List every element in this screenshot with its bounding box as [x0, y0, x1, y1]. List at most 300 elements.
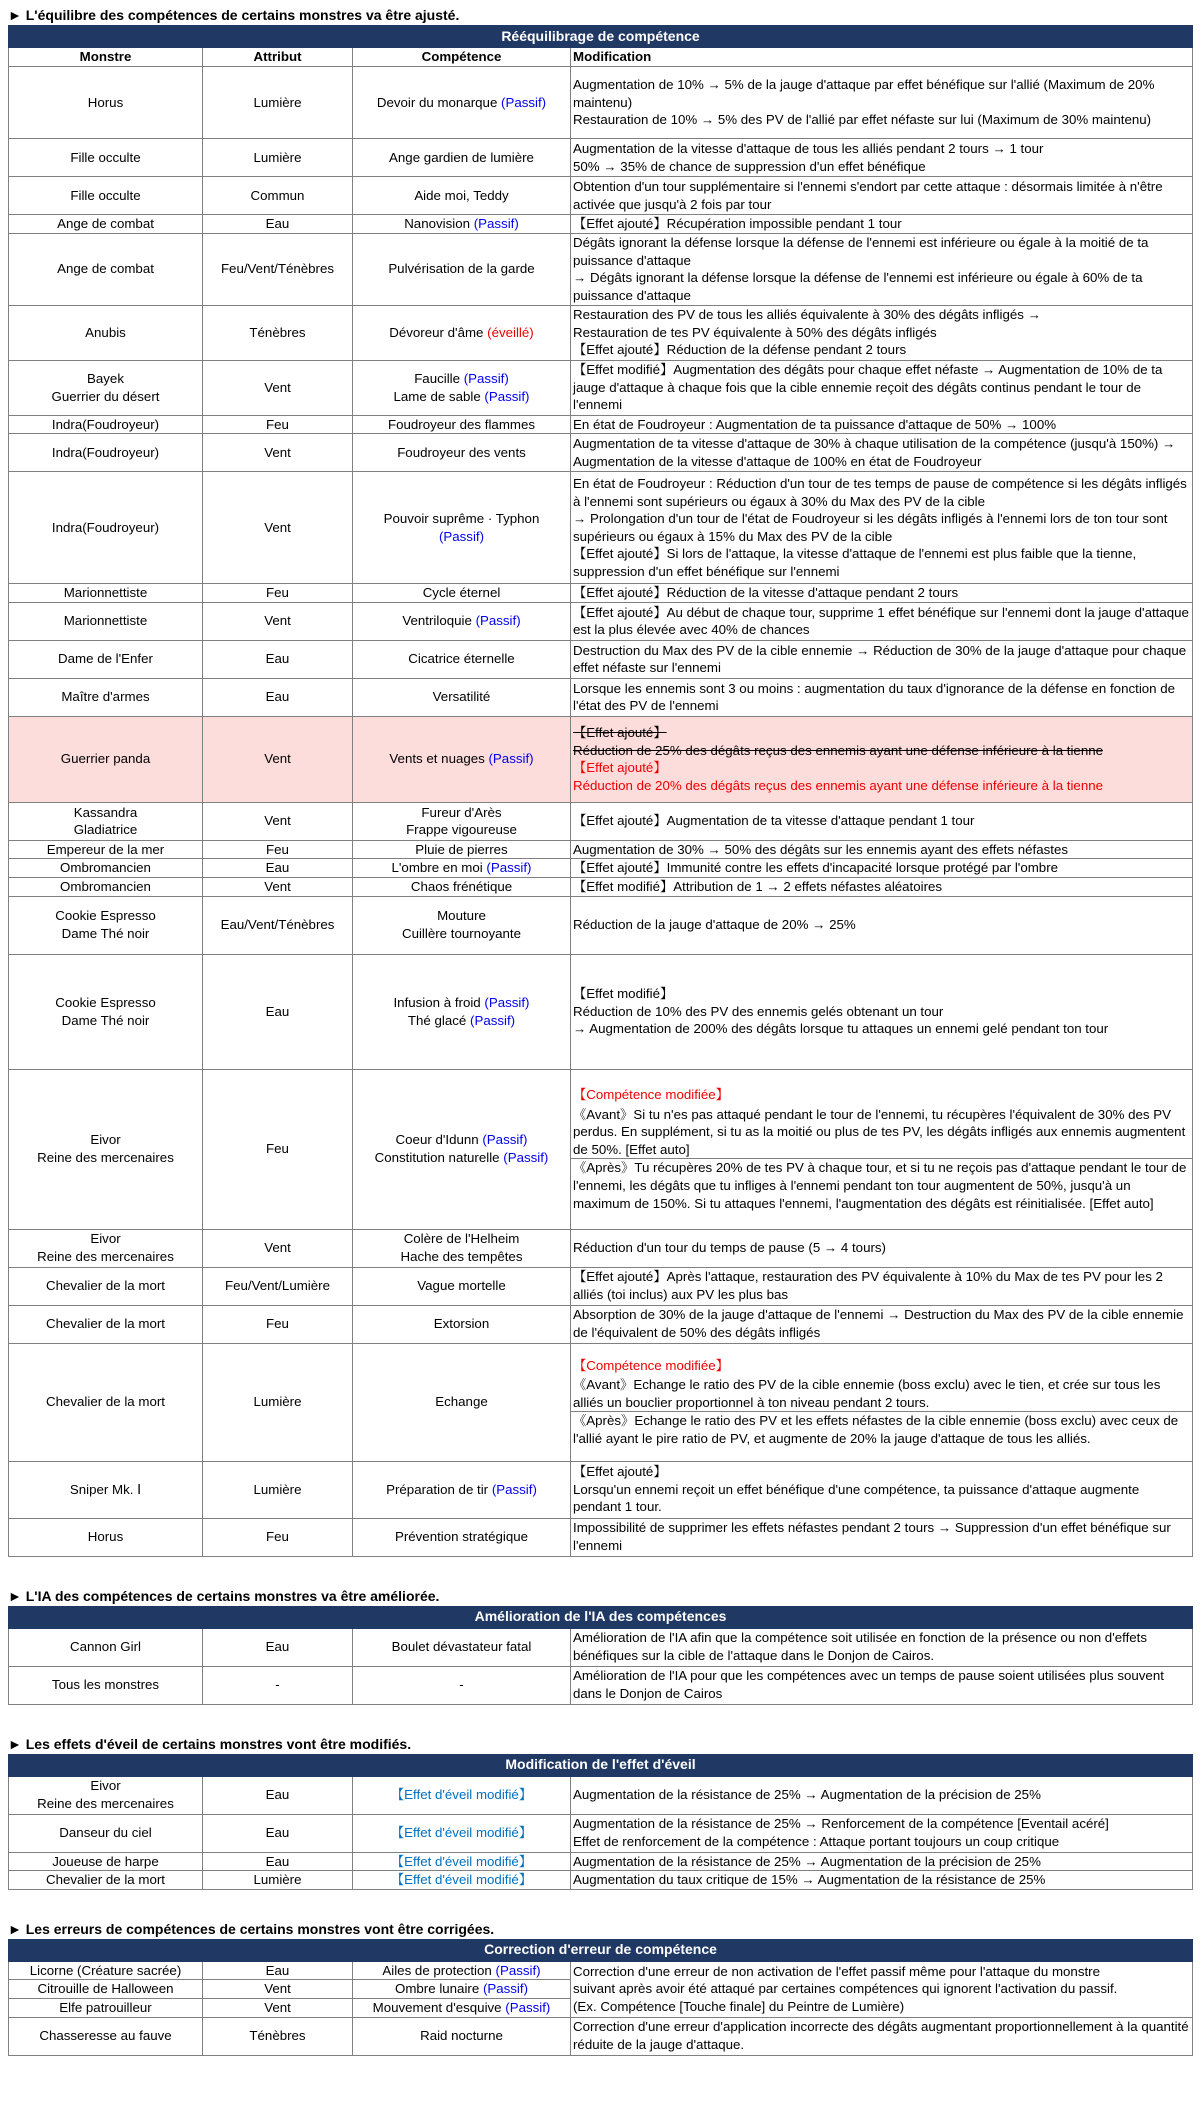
modification-cell — [571, 215, 1193, 234]
mod-line: Augmentation de la vitesse d'attaque de tous les alliés pendant 2 tours → 1 tour — [573, 140, 1044, 156]
after-tag: 《Après》 — [573, 1160, 635, 1176]
attribute-cell: Vent — [203, 1980, 353, 1999]
mod-text: Immunité contre les effets d'incapacité lorsque protégé par l'ombre — [666, 860, 1059, 876]
passive-tag: (Passif) — [484, 388, 530, 404]
table-row — [9, 233, 1193, 305]
monster-cell: Chasseresse au fauve — [9, 2017, 203, 2055]
attribute-cell: Vent — [203, 1998, 353, 2017]
attribute-cell: Eau — [203, 678, 353, 716]
new-effect-tag: 【Effet ajouté】 — [573, 760, 667, 776]
skill-cell: Foudroyeur des flammes — [353, 415, 571, 434]
mod-line: Augmentation de la résistance de 25% → Renforcement de la compétence [Eventail acéré] — [573, 1816, 1109, 1832]
monster-name: Dame Thé noir — [61, 926, 150, 942]
modification-cell — [571, 1814, 1193, 1852]
after-tag: 《Après》 — [573, 1413, 635, 1429]
modification-cell: Augmentation de 30% → 50% des dégâts sur les ennemis ayant des effets néfastes — [571, 840, 1193, 859]
effect-added-tag: 【Effet ajouté】 — [573, 585, 667, 601]
monster-cell: Indra(Foudroyeur) — [9, 472, 203, 584]
attribute-cell: Eau — [203, 859, 353, 878]
attribute-cell: Ténèbres — [203, 305, 353, 360]
new-effect-text: Réduction de 20% des dégâts reçus des ennemis ayant une défense inférieure à la tienne — [573, 777, 1104, 793]
skill-name: Dévoreur d'âme — [389, 324, 484, 340]
modification-cell — [571, 877, 1193, 896]
table-row — [9, 1343, 1193, 1461]
col-modification: Modification — [571, 48, 1193, 67]
monster-cell: Indra(Foudroyeur) — [9, 434, 203, 472]
modification-cell — [571, 584, 1193, 603]
modification-cell — [571, 859, 1193, 878]
table-row — [9, 67, 1193, 139]
modification-cell — [571, 954, 1193, 1069]
monster-cell: Citrouille de Halloween — [9, 1980, 203, 1999]
skill-name-text: Infusion à froid — [393, 994, 481, 1010]
modification-cell: Réduction d'un tour du temps de pause (5 → 4 tours) — [571, 1229, 1193, 1267]
attribute-cell: Vent — [203, 716, 353, 802]
mod-line: 50% → 35% de chance de suppression d'un effet bénéfique — [573, 158, 926, 174]
monster-cell: Ange de combat — [9, 215, 203, 234]
col-monster: Monstre — [9, 48, 203, 67]
mod-text: Augmentation de ta vitesse d'attaque pendant 1 tour — [666, 813, 975, 829]
table-row — [9, 954, 1193, 1069]
attribute-cell: Eau — [203, 954, 353, 1069]
monster-cell — [9, 1069, 203, 1229]
monster-cell — [9, 954, 203, 1069]
monster-cell — [9, 802, 203, 840]
mod-line — [573, 341, 1190, 359]
passive-tag: (Passif) — [463, 371, 509, 386]
skill-cell — [353, 305, 571, 360]
mod-line: Réduction de 10% des PV des ennemis gelés obtenant un tour — [573, 1003, 944, 1019]
monster-cell: Maître d'armes — [9, 678, 203, 716]
passive-tag: (Passif) — [486, 860, 532, 876]
mod-text: Réduction de la défense pendant 2 tours — [666, 342, 907, 358]
attribute-cell: Eau — [203, 215, 353, 234]
skill-modified-tag: 【Compétence modifiée】 — [573, 1357, 729, 1373]
skill-cell: Ange gardien de lumière — [353, 139, 571, 177]
modification-cell: Augmentation de la résistance de 25% → Augmentation de la précision de 25% — [571, 1776, 1193, 1814]
monster-cell: Chevalier de la mort — [9, 1305, 203, 1343]
monster-name: Cookie Espresso — [55, 908, 156, 924]
modification-cell — [571, 716, 1193, 802]
modification-cell: Lorsque les ennemis sont 3 ou moins : augmentation du taux d'ignorance de la défense en fonction de l'état des PV de l'ennemi — [571, 678, 1193, 716]
after-content: Echange le ratio des PV et les effets néfastes de la cible ennemie (boss exclu) avec ceux de l'allié ayant le pire ratio de PV, et augmente de 20% la jauge d'attaque de tous les alliés. — [573, 1413, 1179, 1446]
modification-cell: Correction d'une erreur d'application incorrecte des dégâts augmentant proportionnellement à la quantité réduite de la jauge d'attaque. — [571, 2017, 1193, 2055]
skill-cell — [353, 215, 571, 234]
monster-cell: Dame de l'Enfer — [9, 640, 203, 678]
table-row — [9, 1069, 1193, 1229]
skill-name: Mouture — [437, 908, 486, 924]
after-text — [571, 1158, 1192, 1212]
skill-cell: Pulvérisation de la garde — [353, 233, 571, 305]
awaken-table-title: Modification de l'effet d'éveil — [9, 1754, 1193, 1776]
monster-cell: Chevalier de la mort — [9, 1343, 203, 1461]
attribute-cell: Eau — [203, 1776, 353, 1814]
skill-cell — [353, 1961, 571, 1980]
monster-name: Kassandra — [73, 804, 138, 820]
fix-table — [8, 1939, 1193, 2056]
skill-cell: Foudroyeur des vents — [353, 434, 571, 472]
awaken-effect-tag: 【Effet d'éveil modifié】 — [353, 1852, 571, 1871]
monster-cell: Ombromancien — [9, 877, 203, 896]
mod-line: (Ex. Compétence [Touche finale] du Peintre de Lumière) — [573, 1998, 905, 2014]
skill-cell: Pluie de pierres — [353, 840, 571, 859]
attribute-cell: Eau — [203, 640, 353, 678]
effect-added-tag: 【Effet ajouté】 — [573, 860, 667, 876]
before-text — [573, 1376, 1190, 1411]
table-row — [9, 472, 1193, 584]
attribute-cell: Lumière — [203, 1871, 353, 1890]
mod-line: Restauration des PV de tous les alliés équivalente à 30% des dégâts infligés → — [573, 307, 1041, 323]
modification-cell — [571, 1069, 1193, 1229]
skill-cell — [353, 1461, 571, 1518]
table-row — [9, 215, 1193, 234]
monster-name: Gladiatrice — [73, 822, 138, 838]
attribute-cell: Vent — [203, 434, 353, 472]
table-row — [9, 896, 1193, 954]
effect-added-tag: 【Effet ajouté】 — [573, 604, 667, 620]
modification-cell: Augmentation de ta vitesse d'attaque de 30% à chaque utilisation de la compétence (jusqu'à 150%) → Augmentation de la vitesse d'attaque de 100% en état de Foudroyeur — [571, 434, 1193, 472]
attribute-cell: Vent — [203, 802, 353, 840]
table-row — [9, 2017, 1193, 2055]
attribute-cell: Vent — [203, 877, 353, 896]
table-row — [9, 859, 1193, 878]
monster-cell: Horus — [9, 1518, 203, 1556]
mod-text: Récupération impossible pendant 1 tour — [666, 216, 902, 231]
ai-table-title: Amélioration de l'IA des compétences — [9, 1606, 1193, 1628]
effect-modified-tag: 【Effet modifié】 — [573, 986, 674, 1002]
rebalance-table — [8, 25, 1193, 1557]
mod-line: Correction d'une erreur de non activation de l'effet passif même pour l'attaque du monstre — [573, 1963, 1100, 1979]
effect-added-tag: 【Effet ajouté】 — [573, 1464, 667, 1480]
monster-cell — [9, 896, 203, 954]
table-row — [9, 602, 1193, 640]
skill-cell — [353, 802, 571, 840]
monster-cell: Ange de combat — [9, 233, 203, 305]
after-text — [571, 1411, 1192, 1447]
mod-line: → Augmentation de 200% des dégâts lorsque tu attaques un ennemi gelé pendant ton tour — [573, 1021, 1109, 1037]
skill-name-text: Constitution naturelle — [374, 1150, 500, 1166]
effect-modified-tag: 【Effet modifié】 — [573, 362, 674, 378]
mod-line: Augmentation de 10% → 5% de la jauge d'attaque par effet bénéfique sur l'allié (Maximum de 20% maintenu) — [573, 77, 1155, 110]
table-row — [9, 305, 1193, 360]
monster-cell: Indra(Foudroyeur) — [9, 415, 203, 434]
passive-tag: (Passif) — [491, 1481, 537, 1497]
skill-name: Ailes de protection — [382, 1962, 492, 1978]
attribute-cell: Lumière — [203, 1461, 353, 1518]
modification-cell: Amélioration de l'IA afin que la compétence soit utilisée en fonction de la présence ou non d'effets bénéfiques sur la cible de l'attaque dans le Donjon de Cairos. — [571, 1628, 1193, 1666]
awaken-effect-tag: 【Effet d'éveil modifié】 — [353, 1871, 571, 1890]
monster-name: Eivor — [90, 1778, 121, 1794]
skill-name: Ventriloquie — [402, 613, 472, 629]
skill-name-text: Coeur d'Idunn — [395, 1132, 479, 1148]
table-row — [9, 139, 1193, 177]
monster-name: Eivor — [90, 1132, 121, 1148]
attribute-cell: Vent — [203, 360, 353, 415]
attribute-cell: Eau — [203, 1628, 353, 1666]
old-effect-text: Réduction de 25% des dégâts reçus des ennemis ayant une défense inférieure à la tienne — [573, 742, 1104, 758]
attribute-cell: Eau — [203, 1814, 353, 1852]
mod-text: Après l'attaque, restauration des PV équivalente à 10% du Max de tes PV pour les 2 alliés (toi inclus) aux PV les plus bas — [573, 1269, 1163, 1303]
modification-cell — [571, 472, 1193, 584]
attribute-cell: Lumière — [203, 139, 353, 177]
mod-text: Réduction de la vitesse d'attaque pendant 2 tours — [666, 585, 959, 601]
mod-line: Effet de renforcement de la compétence : Attaque portant toujours un coup critique — [573, 1834, 1060, 1850]
monster-name: Guerrier du désert — [51, 388, 160, 404]
attribute-cell: Feu/Vent/Ténèbres — [203, 233, 353, 305]
monster-cell: Marionnettiste — [9, 602, 203, 640]
monster-name: Reine des mercenaires — [37, 1150, 174, 1166]
skill-cell — [353, 360, 571, 415]
table-row — [9, 1518, 1193, 1556]
skill-cell — [353, 1069, 571, 1229]
monster-cell: Licorne (Créature sacrée) — [9, 1961, 203, 1980]
skill-name — [355, 1131, 568, 1149]
rebalance-table-title: Rééquilibrage de compétence — [9, 26, 1193, 48]
mod-line: → Prolongation d'un tour de l'état de Foudroyeur si les dégâts infligés à l'ennemi lors de ton tour sont supérieurs ou égaux à 15% du Max des PV de la cible — [573, 511, 1168, 544]
skill-cell — [353, 1998, 571, 2017]
skill-modified-tag: 【Compétence modifiée】 — [573, 1086, 729, 1102]
mod-text: Augmentation des dégâts pour chaque effet néfaste → Augmentation de 10% de ta jauge d'attaque à chaque fois que la cible ennemie reçoit des dégâts continus pendant le tour de l'ennemi — [573, 362, 1163, 413]
modification-cell — [571, 360, 1193, 415]
effect-added-tag: 【Effet ajouté】 — [573, 216, 667, 231]
awaken-table — [8, 1754, 1193, 1890]
passive-tag: (Passif) — [488, 751, 534, 767]
skill-name: L'ombre en moi — [391, 860, 483, 876]
skill-cell — [353, 1229, 571, 1267]
mod-text: Au début de chaque tour, supprime 1 effet bénéfique sur l'ennemi dont la jauge d'attaque est la plus élevée avec 40% de chances — [573, 604, 1189, 638]
before-tag: 《Avant》 — [573, 1377, 634, 1393]
attribute-cell: Commun — [203, 177, 353, 215]
skill-name: Frappe vigoureuse — [406, 822, 517, 838]
skill-cell: Boulet dévastateur fatal — [353, 1628, 571, 1666]
monster-cell: Ombromancien — [9, 859, 203, 878]
skill-name: Préparation de tir — [386, 1481, 489, 1497]
skill-cell — [353, 859, 571, 878]
modification-cell — [571, 1961, 1193, 2017]
attribute-cell: Feu — [203, 840, 353, 859]
mod-line: Restauration de 10% → 5% des PV de l'allié par effet néfaste sur lui (Maximum de 30% maintenu) — [573, 112, 1152, 128]
modification-cell — [571, 1267, 1193, 1305]
before-content: Si tu n'es pas attaqué pendant le tour de l'ennemi, tu récupères l'équivalent de 30% des PV perdus. En supplément, si tu as la moitié ou plus de tes PV, les dégâts infligés aux ennemis augmentent de 50%. [Effet auto] — [573, 1106, 1186, 1157]
monster-cell: Guerrier panda — [9, 716, 203, 802]
awaken-effect-tag: 【Effet d'éveil modifié】 — [353, 1776, 571, 1814]
modification-cell — [571, 602, 1193, 640]
rebalance-heading: ► L'équilibre des compétences de certains monstres va être ajusté. — [8, 7, 460, 23]
skill-name: Hache des tempêtes — [400, 1249, 523, 1265]
table-row — [9, 415, 1193, 434]
before-tag: 《Avant》 — [573, 1106, 634, 1122]
mod-text: Lorsqu'un ennemi reçoit un effet bénéfique d'une compétence, ta puissance d'attaque augmente pendant 1 tour. — [573, 1481, 1140, 1515]
skill-cell: Extorsion — [353, 1305, 571, 1343]
mod-line: Dégâts ignorant la défense lorsque la défense de l'ennemi est inférieure ou égale à la moitié de ta puissance d'attaque — [573, 234, 1149, 268]
skill-name: Pouvoir suprême · Typhon — [383, 511, 540, 527]
skill-cell — [353, 602, 571, 640]
passive-tag: (Passif) — [475, 613, 521, 629]
awaken-heading: ► Les effets d'éveil de certains monstres vont être modifiés. — [8, 1735, 412, 1752]
table-row — [9, 434, 1193, 472]
passive-tag: (Passif) — [473, 216, 519, 231]
modification-cell: Amélioration de l'IA pour que les compétences avec un temps de pause soient utilisées plus souvent dans le Donjon de Cairos — [571, 1666, 1193, 1704]
table-row — [9, 360, 1193, 415]
passive-tag: (Passif) — [438, 528, 485, 544]
monster-cell: Joueuse de harpe — [9, 1852, 203, 1871]
col-attribute: Attribut — [203, 48, 353, 67]
attribute-cell: Eau — [203, 1852, 353, 1871]
modification-cell: Augmentation du taux critique de 15% → Augmentation de la résistance de 25% — [571, 1871, 1193, 1890]
table-row — [9, 1776, 1193, 1814]
table-row — [9, 840, 1193, 859]
attribute-cell: Feu/Vent/Lumière — [203, 1267, 353, 1305]
attribute-cell: Lumière — [203, 67, 353, 139]
skill-name — [355, 388, 568, 406]
skill-cell — [353, 716, 571, 802]
modification-cell — [571, 67, 1193, 139]
skill-cell: Raid nocturne — [353, 2017, 571, 2055]
skill-name — [355, 994, 568, 1012]
attribute-cell: Feu — [203, 415, 353, 434]
old-effect-tag: 【Effet ajouté】 — [573, 725, 667, 741]
modification-cell — [571, 233, 1193, 305]
skill-name: Vents et nuages — [389, 751, 485, 767]
table-row — [9, 877, 1193, 896]
attribute-cell: - — [203, 1666, 353, 1704]
mod-line — [573, 545, 1190, 580]
mod-line: Restauration de tes PV équivalente à 50% des dégâts infligés — [573, 324, 937, 340]
attribute-cell: Lumière — [203, 1343, 353, 1461]
effect-added-tag: 【Effet ajouté】 — [573, 546, 667, 562]
table-row — [9, 1852, 1193, 1871]
attribute-cell: Feu — [203, 1069, 353, 1229]
attribute-cell: Eau/Vent/Ténèbres — [203, 896, 353, 954]
modification-cell: En état de Foudroyeur : Augmentation de ta puissance d'attaque de 50% → 100% — [571, 415, 1193, 434]
skill-name — [355, 1149, 568, 1167]
attribute-cell: Vent — [203, 472, 353, 584]
table-row-highlighted — [9, 716, 1193, 802]
skill-cell: Cicatrice éternelle — [353, 640, 571, 678]
effect-modified-tag: 【Effet modifié】 — [573, 878, 674, 894]
fix-heading: ► Les erreurs de compétences de certains monstres vont être corrigées. — [8, 1920, 495, 1937]
skill-name-text: Thé glacé — [407, 1012, 467, 1028]
passive-tag: (Passif) — [470, 1012, 516, 1028]
modification-cell — [571, 1461, 1193, 1518]
table-row — [9, 1461, 1193, 1518]
monster-name: Bayek — [87, 371, 124, 386]
modification-cell — [571, 139, 1193, 177]
monster-cell: Fille occulte — [9, 139, 203, 177]
skill-cell — [353, 472, 571, 584]
table-row — [9, 1229, 1193, 1267]
ai-heading: ► L'IA des compétences de certains monstres va être améliorée. — [8, 1587, 440, 1604]
monster-cell — [9, 360, 203, 415]
table-row — [9, 1814, 1193, 1852]
skill-cell: Cycle éternel — [353, 584, 571, 603]
skill-name-text: Faucille — [414, 371, 461, 386]
passive-tag: (Passif) — [482, 1981, 529, 1997]
table-row — [9, 584, 1193, 603]
monster-cell: Marionnettiste — [9, 584, 203, 603]
skill-name: Fureur d'Arès — [421, 804, 502, 820]
passive-tag: (Passif) — [484, 994, 530, 1010]
attribute-cell: Feu — [203, 1305, 353, 1343]
monster-cell — [9, 1229, 203, 1267]
skill-name — [355, 1012, 568, 1030]
passive-tag: (Passif) — [505, 1999, 551, 2015]
monster-cell: Horus — [9, 67, 203, 139]
mod-line: → Dégâts ignorant la défense lorsque la défense de l'ennemi est inférieure ou égale à 60% de ta puissance d'attaque — [573, 270, 1143, 303]
table-row — [9, 1267, 1193, 1305]
awakened-tag: (éveillé) — [487, 324, 534, 340]
fix-table-title: Correction d'erreur de compétence — [9, 1939, 1193, 1961]
awaken-effect-tag: 【Effet d'éveil modifié】 — [353, 1814, 571, 1852]
table-row — [9, 1871, 1193, 1890]
effect-added-tag: 【Effet ajouté】 — [573, 1269, 667, 1285]
passive-tag: (Passif) — [501, 94, 547, 110]
attribute-cell: Feu — [203, 584, 353, 603]
monster-cell: Danseur du ciel — [9, 1814, 203, 1852]
mod-text: Attribution de 1 → 2 effets néfastes aléatoires — [673, 878, 943, 894]
skill-cell: - — [353, 1666, 571, 1704]
passive-tag: (Passif) — [495, 1962, 541, 1978]
skill-cell: Prévention stratégique — [353, 1518, 571, 1556]
monster-cell: Fille occulte — [9, 177, 203, 215]
skill-cell — [353, 1980, 571, 1999]
monster-name: Dame Thé noir — [61, 1012, 150, 1028]
monster-cell: Chevalier de la mort — [9, 1871, 203, 1890]
monster-cell: Anubis — [9, 305, 203, 360]
monster-name: Cookie Espresso — [55, 994, 156, 1010]
modification-cell: Absorption de 30% de la jauge d'attaque de l'ennemi → Destruction du Max des PV de la cible ennemie de l'équivalent de 50% des dégâts infligés — [571, 1305, 1193, 1343]
passive-tag: (Passif) — [482, 1132, 528, 1148]
table-row — [9, 1666, 1193, 1704]
effect-added-tag: 【Effet ajouté】 — [573, 342, 667, 358]
skill-name: Colère de l'Helheim — [403, 1231, 520, 1247]
skill-name: Mouvement d'esquive — [372, 1999, 502, 2015]
modification-cell — [571, 305, 1193, 360]
monster-name: Reine des mercenaires — [37, 1796, 174, 1812]
skill-name: Ombre lunaire — [394, 1981, 480, 1997]
attribute-cell: Eau — [203, 1961, 353, 1980]
modification-cell: Destruction du Max des PV de la cible ennemie → Réduction de 30% de la jauge d'attaque pour chaque effet néfaste sur l'ennemi — [571, 640, 1193, 678]
after-content: Tu récupères 20% de tes PV à chaque tour, et si tu ne reçois pas d'attaque pendant le tour de l'ennemi, les dégâts que tu infliges à l'ennemi pendant ton tour augmentent de 50%, jusqu'à un maximum de 150%. Si tu attaques l'ennemi, l'augmentation des dégâts est réinitialisée. [Effet auto] — [573, 1160, 1187, 1211]
monster-name: Eivor — [90, 1231, 121, 1247]
monster-cell: Empereur de la mer — [9, 840, 203, 859]
attribute-cell: Vent — [203, 602, 353, 640]
skill-name — [355, 370, 568, 388]
modification-cell — [571, 1343, 1193, 1461]
col-skill: Compétence — [353, 48, 571, 67]
skill-name: Nanovision — [404, 216, 470, 231]
skill-cell: Vague mortelle — [353, 1267, 571, 1305]
ai-table — [8, 1606, 1193, 1705]
skill-cell: Echange — [353, 1343, 571, 1461]
mod-line: En état de Foudroyeur : Réduction d'un tour de tes temps de pause de compétence si les dégâts infligés à l'ennemi sont supérieurs ou égaux à 30% du Max des PV de la cible — [573, 475, 1187, 509]
passive-tag: (Passif) — [503, 1150, 549, 1166]
skill-name: Cuillère tournoyante — [401, 926, 521, 942]
attribute-cell: Feu — [203, 1518, 353, 1556]
table-row — [9, 1628, 1193, 1666]
attribute-cell: Vent — [203, 1229, 353, 1267]
monster-cell: Sniper Mk. Ⅰ — [9, 1461, 203, 1518]
table-row — [9, 1961, 1193, 1980]
table-row — [9, 678, 1193, 716]
table-row — [9, 640, 1193, 678]
skill-cell: Chaos frénétique — [353, 877, 571, 896]
skill-cell: Versatilité — [353, 678, 571, 716]
skill-cell: Aide moi, Teddy — [353, 177, 571, 215]
skill-cell — [353, 896, 571, 954]
modification-cell: Réduction de la jauge d'attaque de 20% → 25% — [571, 896, 1193, 954]
skill-name: Devoir du monarque — [376, 94, 498, 110]
